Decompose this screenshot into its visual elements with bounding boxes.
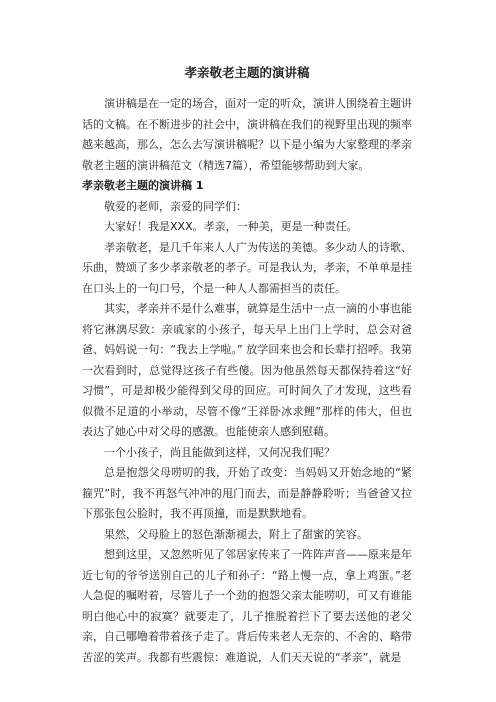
body-paragraph-7: 果然，父母脸上的怒色渐渐褪去，附上了甜蜜的笑容。 bbox=[104, 527, 368, 541]
section-heading: 孝亲敬老主题的演讲稿 1 bbox=[82, 179, 204, 192]
body-paragraph-4: 其实，孝亲并不是什么难事，就算是生活中一点一滴的小事也能将它淋漓尽致：亲戚家的小孩子，每天早上出门上学时，总会对爸爸、妈妈说一句：“我去上学啦。” 放学回来也会和长辈打招呼。我第一次看到时，总觉得这孩子有些傻。因为他虽然每天都保持着这“好习惯”，可是却极少能得到父母的回应。可时间久了才发现，这些看似微不足道的小举动，尽管不像“王祥卧冰求鲤”那样的伟大，但也表达了她心中对父母的感激。也能使亲人感到慰藉。 bbox=[82, 302, 412, 438]
body-paragraph-salutation: 敬爱的老师，亲爱的同学们： bbox=[104, 199, 247, 213]
document-title: 孝亲敬老主题的演讲稿 bbox=[184, 65, 310, 80]
intro-paragraph: 演讲稿是在一定的场合，面对一定的听众，演讲人围绕着主题讲话的文稿。在不断进步的社会中，演讲稿在我们的视野里出现的频率越来越高，那么，怎么去写演讲稿呢？以下是小编为大家整理的孝亲敬老主题的演讲稿范文（精选7篇），希望能够帮助到大家。 bbox=[82, 97, 412, 172]
body-paragraph-5: 一个小孩子，尚且能做到这样，又何况我们呢？ bbox=[104, 445, 335, 459]
body-paragraph-greeting: 大家好！我是XXX。孝亲，一种美，更是一种责任。 bbox=[104, 220, 358, 233]
body-paragraph-8: 想到这里，又忽然听见了邻居家传来了一阵阵声音——原来是年近七旬的爷爷送别自己的儿子和孙子：“路上慢一点，拿上鸡蛋。”老人急促的嘱咐着，尽管儿子一个劲的抱怨父亲太能唠叨，可又有谁能明白他心中的寂寞？就要走了，儿子推脱着拦下了要去送他的老父亲，自己哪噜着带着孩子走了。背后传来老人无奈的、不舍的、略带苦涩的笑声。我都有些震惊：难道说，人们天天说的“孝亲”，就是 bbox=[82, 548, 412, 664]
body-paragraph-3: 孝亲敬老，是几千年来人人广为传送的美德。多少动人的诗歌、乐曲，赞颂了多少孝亲敬老的孝子。可是我认为，孝亲，不单单是挂在口头上的一句口号，个是一种人人都需担当的责任。 bbox=[82, 240, 412, 295]
body-paragraph-6: 总是抱怨父母唠叨的我，开始了改变：当妈妈又开始念地的“紧箍咒”时，我不再怒气冲冲的甩门而去，而是静静聆听；当爸爸又拉下那张包公脸时，我不再顶撞，而是默默地看。 bbox=[82, 466, 412, 520]
